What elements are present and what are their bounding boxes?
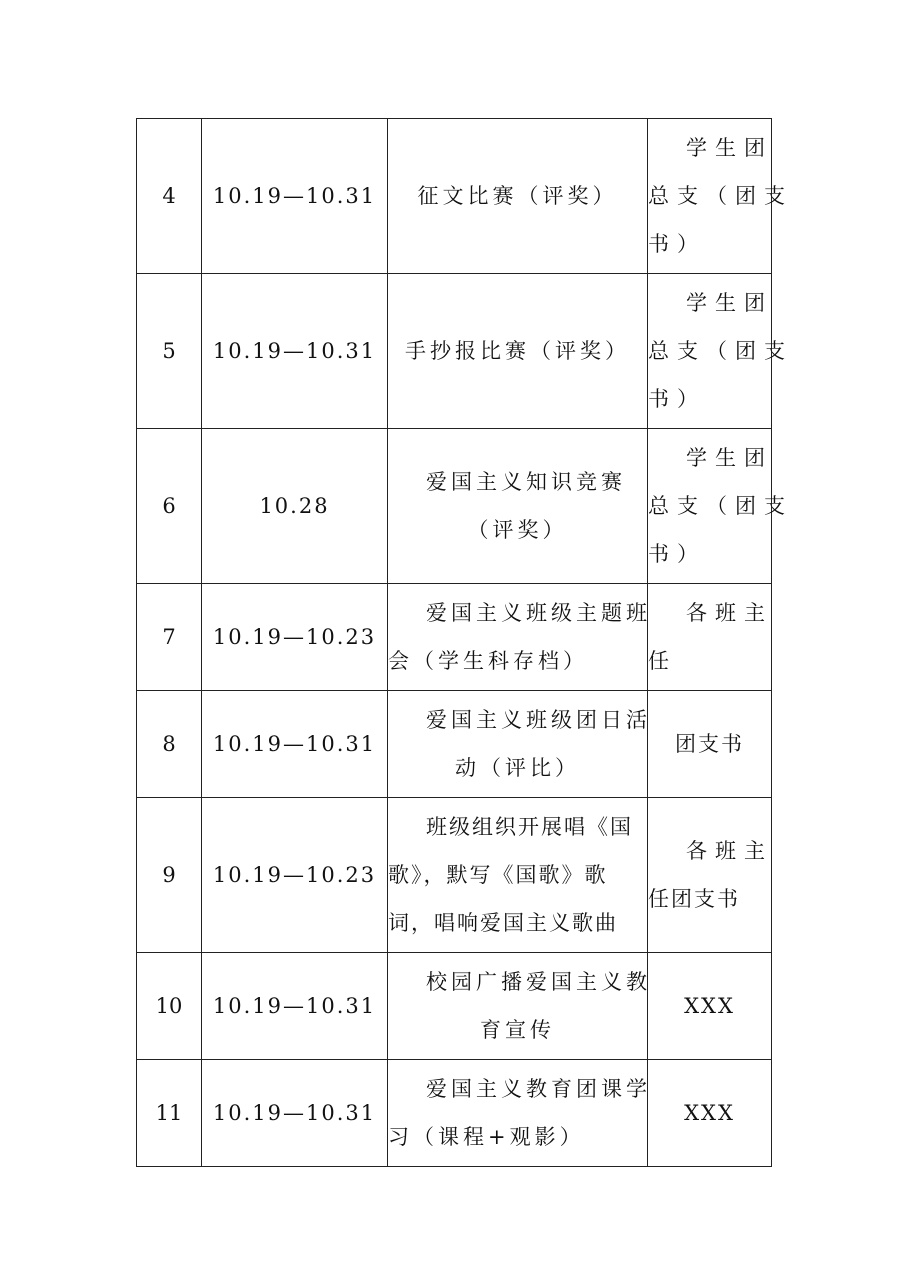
- table-row: [137, 584, 772, 691]
- row-activity: [388, 584, 651, 691]
- activity-line: 爱国主义知识竞赛: [426, 470, 626, 494]
- activity-line: 校园广播爱国主义教: [426, 970, 651, 994]
- row-number: 4: [137, 119, 202, 274]
- table-row: [137, 274, 772, 429]
- table-row: [137, 119, 772, 274]
- row-responsible: [648, 691, 772, 798]
- row-date: 10.19—10.31: [202, 274, 388, 429]
- activity-line: 会（学生科存档）: [388, 649, 588, 673]
- row-activity: [388, 953, 651, 1060]
- row-date: 10.19—10.31: [202, 1060, 388, 1167]
- row-number: 10: [137, 953, 202, 1060]
- row-number: 6: [137, 429, 202, 584]
- responsible-line: XXX: [684, 994, 735, 1018]
- row-responsible: [648, 1060, 772, 1167]
- responsible-line: 任: [648, 649, 677, 673]
- row-date: 10.19—10.31: [202, 119, 388, 274]
- schedule-table: [136, 118, 793, 1167]
- responsible-line: 总支（团支: [648, 494, 793, 518]
- row-activity: [388, 274, 648, 429]
- responsible-line: 总支（团支: [648, 184, 793, 208]
- row-activity: [388, 798, 648, 953]
- activity-line: 育宣传: [480, 1018, 555, 1042]
- activity-line: （评奖）: [467, 518, 568, 542]
- row-activity: [388, 429, 648, 584]
- activity-line: 爱国主义班级主题班: [426, 601, 651, 625]
- activity-line: 歌》，默写《国歌》歌: [388, 863, 608, 887]
- activity-line: 动（评比）: [455, 756, 580, 780]
- responsible-line: 学生团: [686, 446, 773, 470]
- row-number: 8: [137, 691, 202, 798]
- responsible-line: 书）: [648, 387, 706, 411]
- row-responsible: [648, 798, 772, 953]
- row-date: 10.28: [202, 429, 388, 584]
- row-activity: [388, 119, 648, 274]
- row-responsible: [648, 953, 772, 1060]
- row-number: 11: [137, 1060, 202, 1167]
- activity-line: 爱国主义教育团课学: [426, 1077, 651, 1101]
- table-row: [137, 1060, 772, 1167]
- row-responsible: [648, 584, 772, 691]
- responsible-line: XXX: [684, 1101, 735, 1125]
- row-date: 10.19—10.31: [202, 691, 388, 798]
- row-number: 9: [137, 798, 202, 953]
- activity-line: 班级组织开展唱《国: [426, 815, 633, 839]
- row-date: 10.19—10.23: [202, 798, 388, 953]
- responsible-line: 团支书: [675, 732, 744, 756]
- responsible-line: 总支（团支: [648, 339, 793, 363]
- table-row: [137, 429, 772, 584]
- row-activity: [388, 691, 651, 798]
- row-responsible: [648, 429, 793, 584]
- row-date: 10.19—10.23: [202, 584, 388, 691]
- activity-line: 词，唱响爱国主义歌曲: [388, 911, 618, 935]
- row-number: 5: [137, 274, 202, 429]
- responsible-line: 学生团: [686, 291, 773, 315]
- responsible-line: 任团支书: [648, 887, 740, 911]
- responsible-line: 学生团: [686, 136, 773, 160]
- table-row: [137, 691, 772, 798]
- row-activity: [388, 1060, 651, 1167]
- responsible-line: 各班主: [686, 601, 773, 625]
- responsible-line: 书）: [648, 542, 706, 566]
- table-row: [137, 798, 772, 953]
- responsible-line: 各班主: [686, 839, 773, 863]
- table-row: [137, 953, 772, 1060]
- row-date: 10.19—10.31: [202, 953, 388, 1060]
- row-number: 7: [137, 584, 202, 691]
- activity-line: 习（课程+观影）: [388, 1125, 585, 1149]
- activity-line: 征文比赛（评奖）: [417, 184, 618, 208]
- activity-line: 手抄报比赛（评奖）: [405, 339, 630, 363]
- activity-line: 爱国主义班级团日活: [426, 708, 651, 732]
- row-responsible: [648, 274, 793, 429]
- responsible-line: 书）: [648, 232, 706, 256]
- row-responsible: [648, 119, 793, 274]
